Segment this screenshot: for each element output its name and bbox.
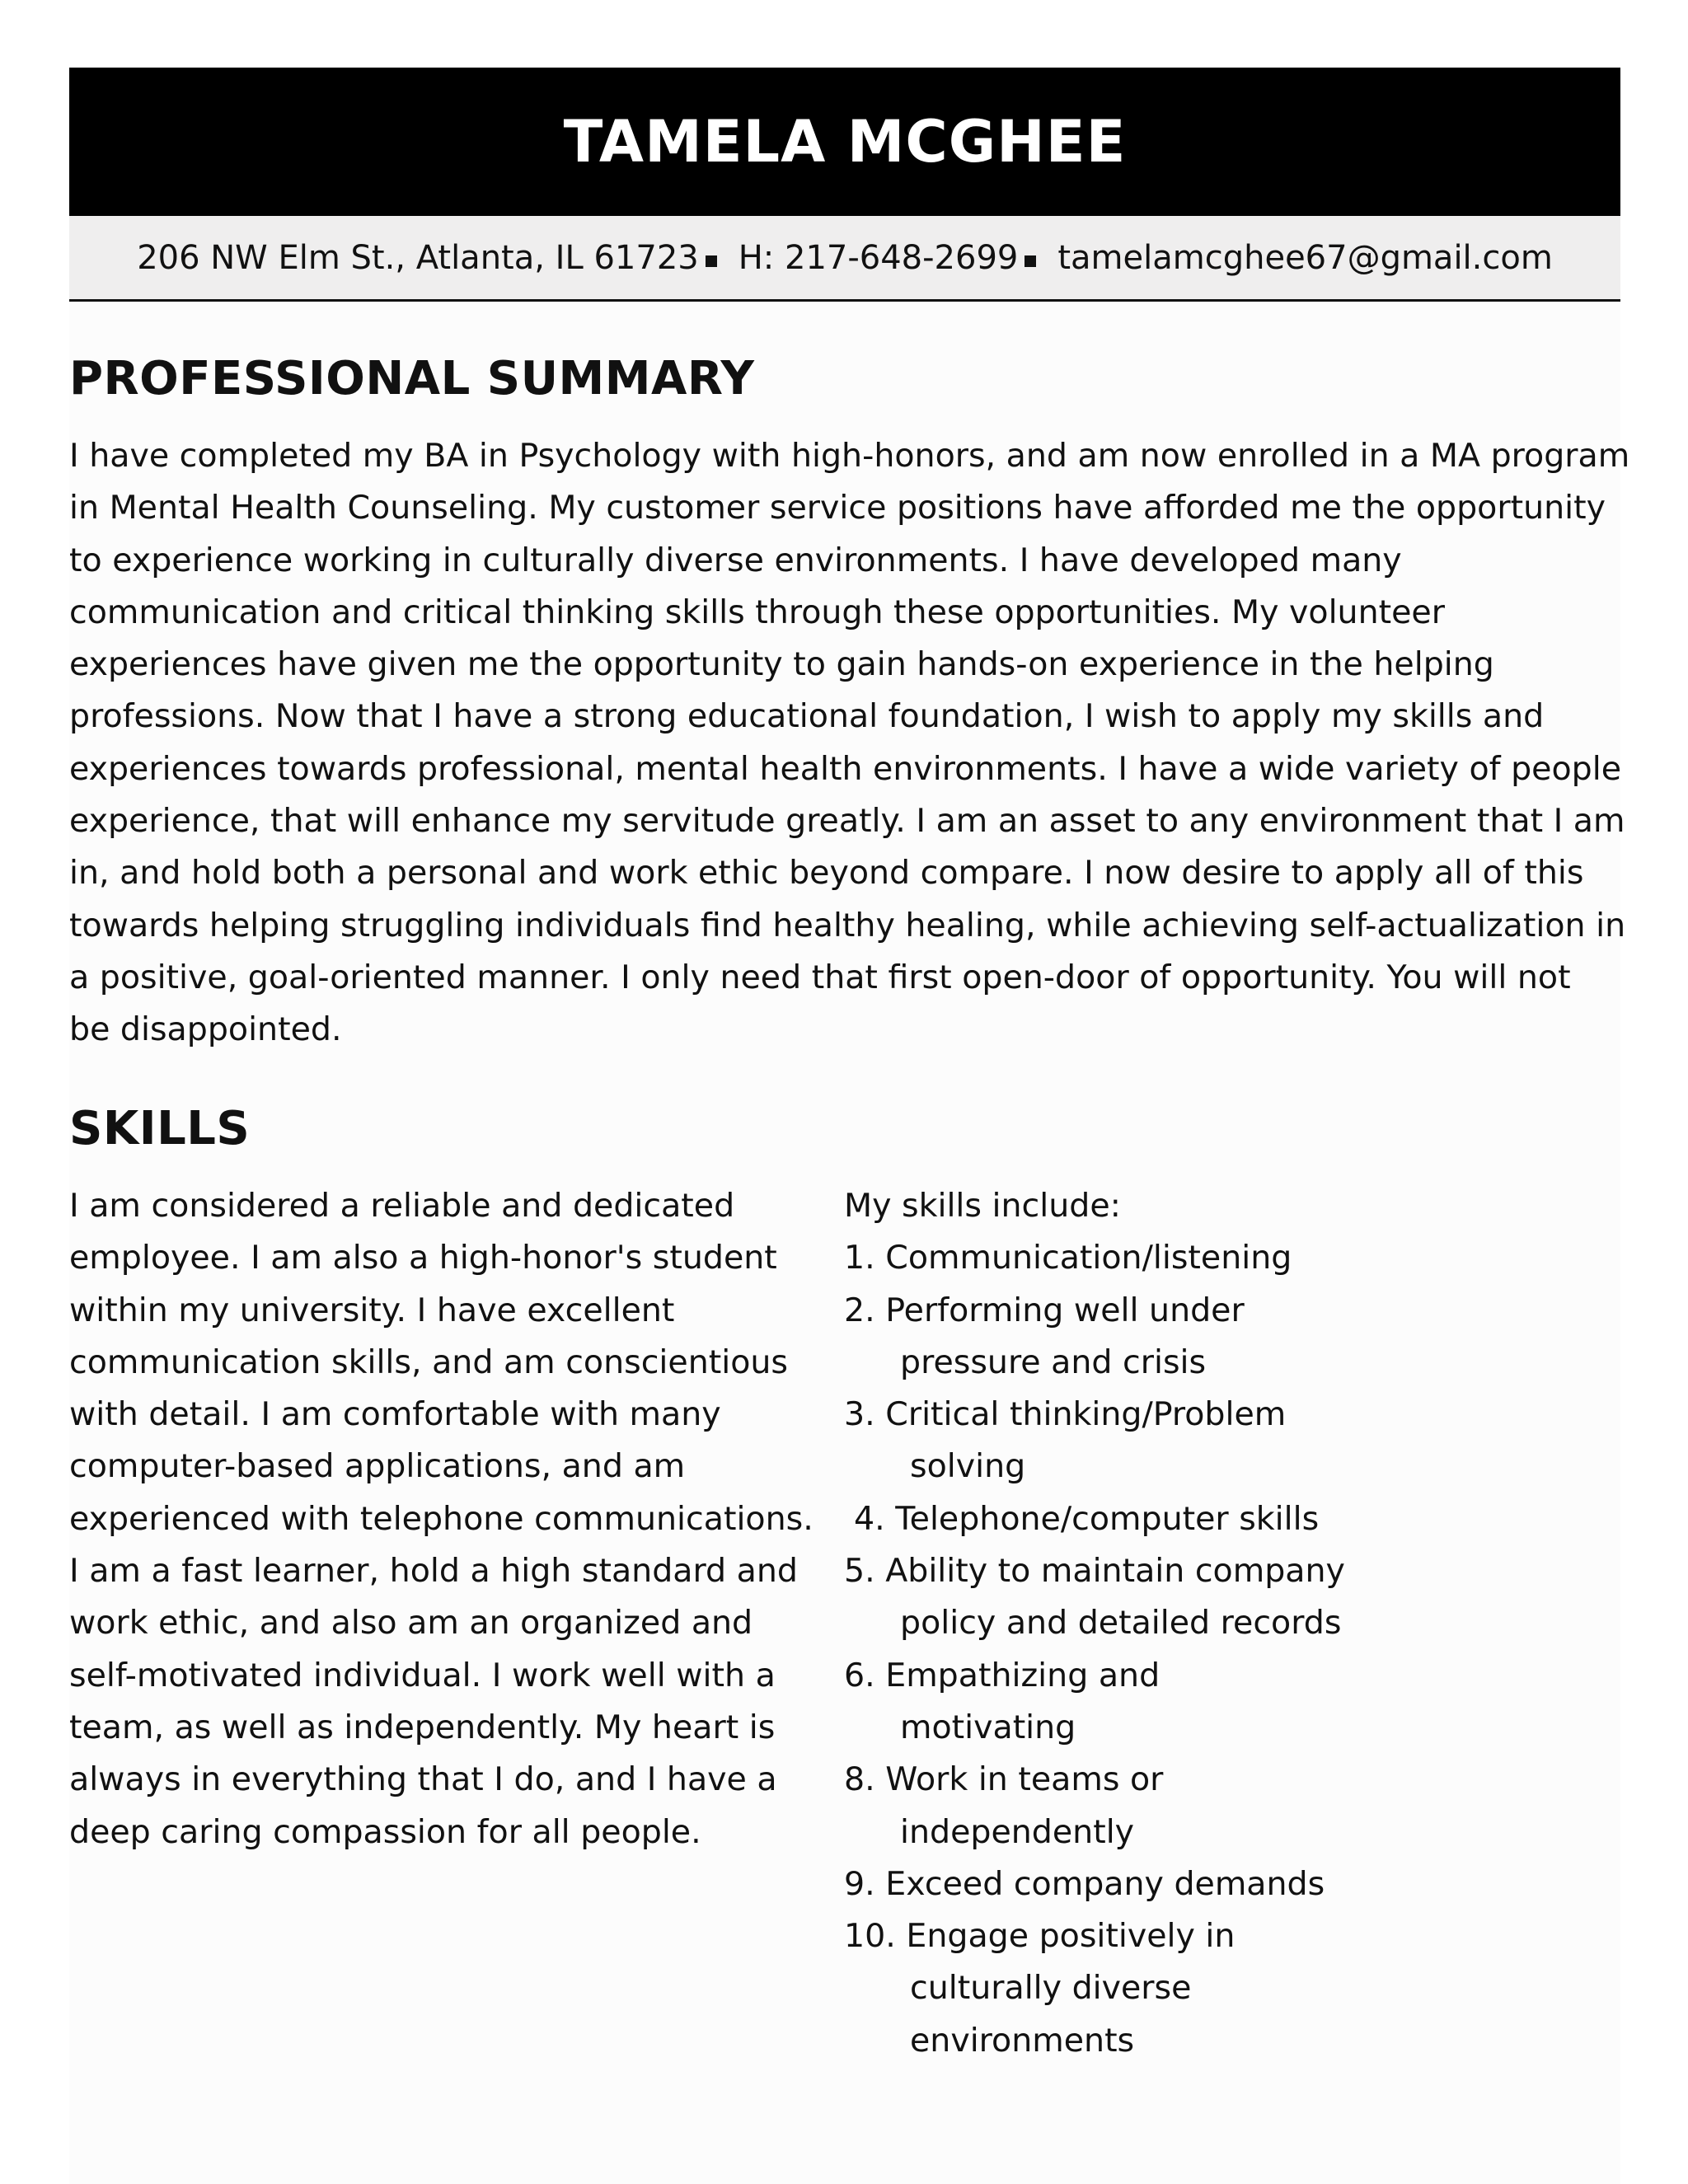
skills-line: I am considered a reliable and dedicated	[69, 1187, 735, 1225]
contact-email: tamelamcghee67@gmail.com	[1057, 238, 1553, 277]
section-title-skills: SKILLS	[69, 1102, 251, 1155]
skill-item-line: 10. Engage positively in	[844, 1917, 1236, 1956]
summary-line: experiences have given me the opportunity to gain hands-on experience in the helping	[69, 645, 1494, 684]
summary-line: experiences towards professional, mental health environments. I have a wide variety of people	[69, 749, 1622, 788]
skill-item	[844, 1232, 1586, 1284]
separator-square-icon	[706, 255, 717, 267]
skills-line: communication skills, and am conscientious	[69, 1343, 788, 1381]
skills-line: I am a fast learner, hold a high standard and	[69, 1552, 798, 1591]
skills-line: work ethic, and also am an organized and	[69, 1604, 753, 1643]
skill-item-line: independently	[900, 1812, 1135, 1851]
skill-item-line: 4. Telephone/computer skills	[854, 1499, 1320, 1538]
skill-item	[844, 1910, 1586, 2067]
skill-item-line: 8. Work in teams or	[844, 1760, 1164, 1799]
summary-line: communication and critical thinking skills through these opportunities. My volunteer	[69, 593, 1445, 631]
skill-item-line: 5. Ability to maintain company	[844, 1552, 1345, 1591]
summary-line: professions. Now that I have a strong educational foundation, I wish to apply my skills and	[69, 697, 1545, 736]
skills-list-intro: My skills include:	[844, 1187, 1121, 1225]
contact-bar	[69, 216, 1620, 302]
section-title-summary: PROFESSIONAL SUMMARY	[69, 352, 755, 405]
summary-line: in Mental Health Counseling. My customer service positions have afforded me the opportunity	[69, 489, 1606, 527]
skill-item-line: 6. Empathizing and	[844, 1656, 1160, 1694]
skill-item-line: policy and detailed records	[900, 1604, 1342, 1643]
skills-line: team, as well as independently. My heart is	[69, 1708, 776, 1746]
candidate-name: TAMELA MCGHEE	[563, 108, 1127, 176]
separator-square-icon	[1025, 255, 1036, 267]
skill-item-line: 9. Exceed company demands	[844, 1864, 1325, 1903]
summary-line: in, and hold both a personal and work ethic beyond compare. I now desire to apply all of this	[69, 854, 1584, 893]
skill-item-line: culturally diverse	[910, 1969, 1192, 2008]
skill-item-line: 1. Communication/listening	[844, 1239, 1292, 1277]
skill-item	[844, 1389, 1586, 1493]
skill-item	[844, 1545, 1586, 1650]
summary-line: be disappointed.	[69, 1010, 342, 1049]
summary-line: I have completed my BA in Psychology with high-honors, and am now enrolled in a MA program	[69, 437, 1630, 475]
skill-item	[844, 1493, 1586, 1545]
skills-line: computer-based applications, and am	[69, 1447, 686, 1486]
skill-item-line: 2. Performing well under	[844, 1291, 1245, 1329]
skills-list	[844, 1180, 1586, 2067]
skill-item	[844, 1754, 1586, 1858]
skill-item	[844, 1650, 1586, 1755]
contact-address: 206 NW Elm St., Atlanta, IL 61723	[137, 238, 699, 277]
summary-paragraph	[69, 430, 1630, 1057]
name-banner	[69, 68, 1620, 216]
skills-line: within my university. I have excellent	[69, 1291, 675, 1329]
skill-item	[844, 1858, 1586, 1910]
skills-line: employee. I am also a high-honor's student	[69, 1239, 777, 1277]
skill-item-line: pressure and crisis	[900, 1343, 1207, 1381]
skills-description	[69, 1180, 860, 1858]
summary-line: a positive, goal-oriented manner. I only need that first open-door of opportunity. You will not	[69, 958, 1571, 996]
summary-line: towards helping struggling individuals find healthy healing, while achieving self-actualization in	[69, 906, 1626, 944]
skills-line: always in everything that I do, and I have a	[69, 1760, 777, 1799]
skills-line: experienced with telephone communications.	[69, 1499, 814, 1538]
summary-line: to experience working in culturally diverse environments. I have developed many	[69, 541, 1402, 579]
resume-page	[69, 68, 1630, 2184]
contact-phone: H: 217-648-2699	[738, 238, 1019, 277]
skill-item-line: motivating	[900, 1708, 1076, 1746]
skill-item-line: environments	[910, 2021, 1135, 2060]
skill-item-line: solving	[910, 1447, 1026, 1486]
summary-line: experience, that will enhance my servitude greatly. I am an asset to any environment that I am	[69, 802, 1625, 841]
skills-line: self-motivated individual. I work well with a	[69, 1656, 776, 1694]
skill-item-line: 3. Critical thinking/Problem	[844, 1395, 1287, 1434]
skills-line: with detail. I am comfortable with many	[69, 1395, 721, 1434]
skills-line: deep caring compassion for all people.	[69, 1812, 701, 1851]
skill-item	[844, 1285, 1586, 1390]
